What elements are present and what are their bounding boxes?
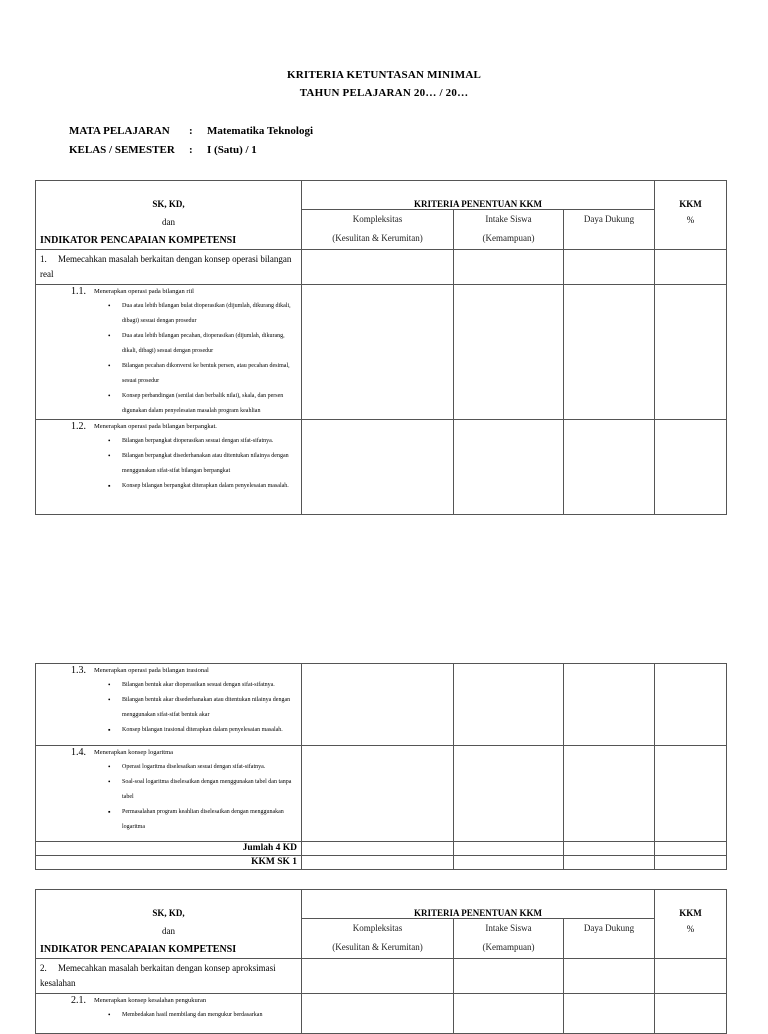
intake-label: Intake Siswa	[485, 923, 532, 933]
kkm-table-1	[35, 180, 727, 515]
meta-class	[69, 144, 257, 156]
indicator-item: • Bilangan pecahan dikonversi ke bentuk persen, atau pecahan desimal, sesuai prosedur	[122, 359, 297, 389]
header-kkm-percent: %	[686, 215, 695, 225]
document-year: TAHUN PELAJARAN 20… / 20…	[299, 87, 469, 99]
table-row	[36, 664, 727, 746]
header-intake	[454, 210, 564, 250]
indicator-item: • Dua atau lebih bilangan bulat dioperasikan (dijumlah, dikurang dikali, dibagi) sesuai dengan prosedur	[122, 299, 297, 329]
kd-1-2	[36, 420, 302, 515]
sum-row	[36, 842, 727, 856]
class-colon: :	[189, 144, 193, 156]
kd-title: Menerapkan operasi pada bilangan irasional	[94, 667, 209, 674]
subject-label: MATA PELAJARAN	[69, 125, 170, 137]
indicator-item: ▪ Konsep bilangan berpangkat diterapkan dalam penyelesaian masalah.	[122, 479, 297, 494]
kd-1-1	[36, 285, 302, 420]
table-row	[36, 285, 727, 420]
kd-1-3	[36, 664, 302, 746]
table-row	[36, 994, 727, 1034]
indicator-item: ▪ Permasalahan program keahlian diselesaikan dengan menggunakan logaritma	[122, 805, 297, 835]
kompleksitas-sub: (Kesulitan & Kerumitan)	[332, 233, 423, 243]
indicator-item: • Konsep perbandingan (senilai dan berbalik nilai), skala, dan persen digunakan dalam penyelesaian masalah program keahlian	[122, 389, 297, 419]
subject-colon: :	[189, 125, 193, 137]
indicator-item: • Bilangan berpangkat disederhanakan atau ditentukan nilainya dengan menggunakan sifat-sifat bilangan berpangkat	[122, 449, 297, 479]
kd-number: 1.2.	[71, 421, 86, 432]
meta-subject	[69, 125, 313, 137]
header-kkm-label: KKM	[679, 908, 702, 918]
kd-title: Menerapkan konsep logaritma	[94, 749, 174, 756]
daya-dukung-label: Daya Dukung	[583, 214, 635, 224]
kkm-sk-row	[36, 856, 727, 870]
kompleksitas-label: Kompleksitas	[352, 923, 403, 933]
intake-sub: (Kemampuan)	[482, 942, 535, 952]
kd-1-4	[36, 746, 302, 842]
header-sk-kd: SK, KD,	[152, 908, 185, 918]
subject-value: Matematika Teknologi	[207, 125, 314, 137]
header-indicator	[36, 890, 302, 959]
class-value: I (Satu) / 1	[207, 144, 257, 156]
header-intake	[454, 919, 564, 959]
header-dan: dan	[162, 926, 175, 936]
kd-number: 1.1.	[71, 286, 86, 297]
kkm-table-2	[35, 663, 727, 870]
header-kkm-percent: %	[686, 924, 695, 934]
kd-title: Menerapkan konsep kesalahan pengukuran	[94, 997, 207, 1004]
kd-number: 2.1.	[71, 995, 86, 1006]
kd-title: Menerapkan operasi pada bilangan riil	[94, 288, 194, 295]
header-kompleksitas	[302, 210, 454, 250]
indicator-item: • Dua atau lebih bilangan pecahan, dioperasikan (dijumlah, dikurang, dikali, dibagi) sesuai dengan prosedur	[122, 329, 297, 359]
header-kompleksitas	[302, 919, 454, 959]
header-indikator: INDIKATOR PENCAPAIAN KOMPETENSI	[40, 235, 237, 246]
kd-number: 1.4.	[71, 747, 86, 758]
indicator-item: • Operasi logaritma diselesaikan sesuai dengan sifat-sifatnya.	[122, 760, 297, 775]
indicator-item: • Soal-soal logaritma diselesaikan dengan menggunakan tabel dan tanpa tabel	[122, 775, 297, 805]
kkm-table-3	[35, 889, 727, 1034]
intake-label: Intake Siswa	[485, 214, 532, 224]
header-sk-kd: SK, KD,	[152, 199, 185, 209]
sk-1-text: 1. Memecahkan masalah berkaitan dengan konsep operasi bilangan real	[36, 250, 302, 285]
indicator-item: • Bilangan bentuk akar disederhanakan atau ditentukan nilainya dengan menggunakan sifat-sifat bentuk akar	[122, 693, 297, 723]
header-indikator: INDIKATOR PENCAPAIAN KOMPETENSI	[40, 944, 237, 955]
indicator-item: • Membedakan hasil membilang dan mengukur berdasarkan	[122, 1008, 297, 1023]
kd-number: 1.3.	[71, 665, 86, 676]
indicator-item: • Bilangan bentuk akar dioperasikan sesuai dengan sifat-sifatnya.	[122, 678, 297, 693]
document-title: KRITERIA KETUNTASAN MINIMAL	[286, 69, 482, 81]
table-row	[36, 746, 727, 842]
kompleksitas-label: Kompleksitas	[352, 214, 403, 224]
header-kkm	[655, 890, 727, 959]
header-daya-dukung	[564, 210, 655, 250]
kompleksitas-sub: (Kesulitan & Kerumitan)	[332, 942, 423, 952]
header-indicator	[36, 181, 302, 250]
class-label: KELAS / SEMESTER	[69, 144, 175, 156]
table-row	[36, 420, 727, 515]
table-row	[36, 250, 727, 285]
kd-title: Menerapkan operasi pada bilangan berpangkat.	[94, 423, 217, 430]
header-kkm	[655, 181, 727, 250]
header-daya-dukung	[564, 919, 655, 959]
daya-dukung-label: Daya Dukung	[583, 923, 635, 933]
indicator-item: ▪ Konsep bilangan irasional diterapkan dalam penyelesaian masalah.	[122, 723, 297, 738]
header-kriteria: KRITERIA PENENTUAN KKM	[302, 890, 655, 919]
header-dan: dan	[162, 217, 175, 227]
kkm-sk-label: KKM SK 1	[36, 856, 302, 870]
header-kkm-label: KKM	[679, 199, 702, 209]
header-kriteria: KRITERIA PENENTUAN KKM	[302, 181, 655, 210]
indicator-item: • Bilangan berpangkat dioperasikan sesuai dengan sifat-sifatnya.	[122, 434, 297, 449]
intake-sub: (Kemampuan)	[482, 233, 535, 243]
sum-label: Jumlah 4 KD	[36, 842, 302, 856]
sk-2-text: 2. Memecahkan masalah berkaitan dengan konsep aproksimasi kesalahan	[36, 959, 302, 994]
kd-2-1	[36, 994, 302, 1034]
table-row	[36, 959, 727, 994]
